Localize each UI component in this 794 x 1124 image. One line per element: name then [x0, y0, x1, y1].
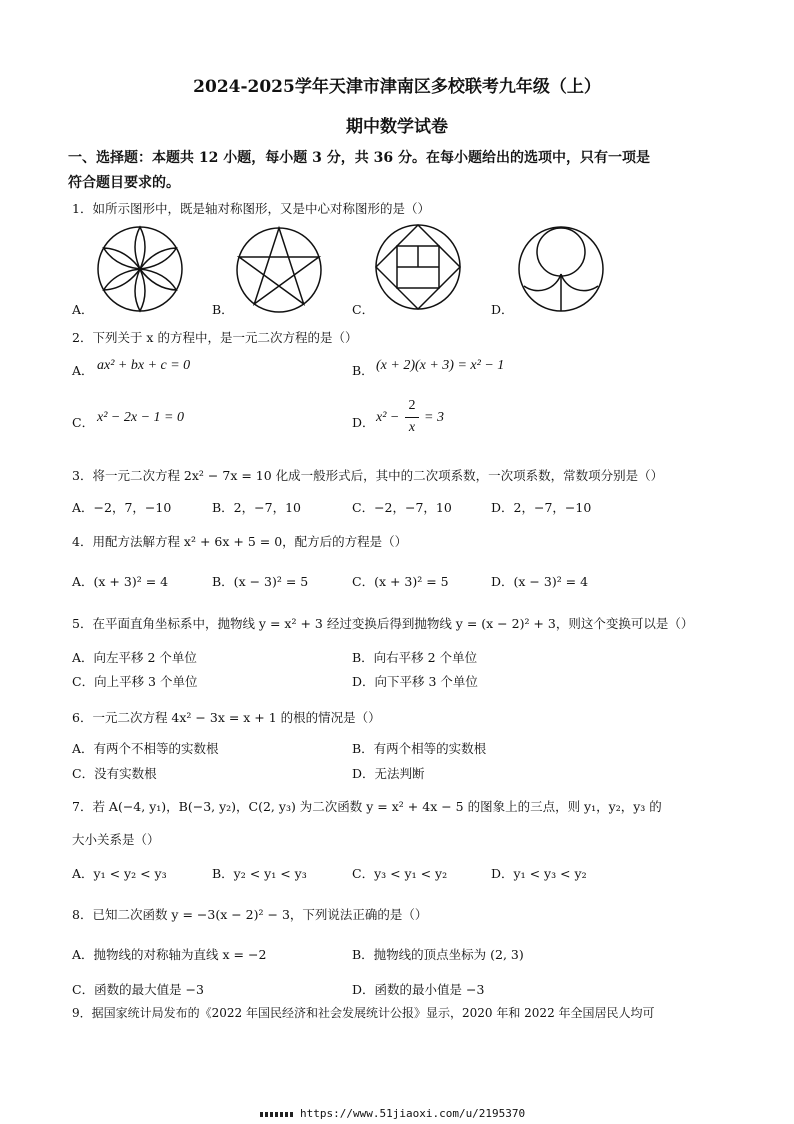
q7-option-c[interactable]: C．y₃ < y₁ < y₂ — [352, 866, 448, 881]
q2-option-a-label[interactable]: A． — [72, 363, 94, 378]
q7-option-b[interactable]: B．y₂ < y₁ < y₃ — [212, 866, 307, 881]
q4-option-d[interactable]: D．(x − 3)² = 4 — [491, 574, 589, 589]
q2-option-d-pre[interactable]: x² − — [376, 410, 400, 425]
q3-option-c[interactable]: C．−2，−7，10 — [352, 500, 452, 515]
question-7-stem: 7．若 A(−4, y₁)，B(−3, y₂)，C(2, y₃) 为二次函数 y = x² + 4x − 5 的图象上的三点，则 y₁，y₂，y₃ 的 — [72, 799, 662, 814]
q2-option-a[interactable]: ax² + bx + c = 0 — [97, 358, 191, 373]
question-2-stem: 2．下列关于 x 的方程中，是一元二次方程的是（） — [72, 330, 358, 345]
footer-url[interactable]: https://www.51jiaoxi.com/u/2195370 — [300, 1107, 526, 1120]
option-c-label[interactable]: C． — [352, 302, 375, 317]
q6-option-b[interactable]: B．有两个相等的实数根 — [352, 741, 487, 756]
question-4-stem: 4．用配方法解方程 x² + 6x + 5 = 0，配方后的方程是（） — [72, 534, 408, 549]
q2-option-c-label[interactable]: C． — [72, 415, 95, 430]
q4-option-a[interactable]: A．(x + 3)² = 4 — [72, 574, 169, 589]
figure-c-squares-circle — [373, 222, 463, 312]
question-6-stem: 6．一元二次方程 4x² − 3x = x + 1 的根的情况是（） — [72, 710, 381, 725]
question-3-stem: 3．将一元二次方程 2x² − 7x = 10 化成一般形式后，其中的二次项系数，一次项系数，常数项分别是（） — [72, 468, 664, 483]
figure-d-arcs-circle — [516, 224, 606, 314]
q6-option-d[interactable]: D．无法判断 — [352, 766, 425, 781]
q2-option-d-denominator: x — [408, 420, 416, 435]
q8-option-d[interactable]: D．函数的最小值是 −3 — [352, 982, 485, 997]
q2-option-b[interactable]: (x + 2)(x + 3) = x² − 1 — [376, 358, 505, 373]
q5-option-b[interactable]: B．向右平移 2 个单位 — [352, 650, 478, 665]
q3-option-d[interactable]: D．2，−7，−10 — [491, 500, 592, 515]
q6-option-c[interactable]: C．没有实数根 — [72, 766, 157, 781]
exam-title: 2024-2025学年天津市津南区多校联考九年级（上） — [193, 77, 601, 97]
exam-subtitle: 期中数学试卷 — [346, 117, 448, 137]
question-1-stem: 1．如所示图形中，既是轴对称图形，又是中心对称图形的是（） — [72, 201, 430, 216]
q3-option-b[interactable]: B．2，−7，10 — [212, 500, 301, 515]
section-heading-cont: 符合题目要求的。 — [68, 175, 180, 191]
q2-option-d-label[interactable]: D． — [352, 415, 375, 430]
q5-option-c[interactable]: C．向上平移 3 个单位 — [72, 674, 198, 689]
q2-option-d-numerator: 2 — [408, 398, 416, 413]
q6-option-a[interactable]: A．有两个不相等的实数根 — [72, 741, 219, 756]
question-9-stem: 9．据国家统计局发布的《2022 年国民经济和社会发展统计公报》显示，2020 年和 2022 年全国居民人均可 — [72, 1006, 655, 1020]
q8-option-c[interactable]: C．函数的最大值是 −3 — [72, 982, 204, 997]
q5-option-a[interactable]: A．向左平移 2 个单位 — [72, 650, 197, 665]
q7-option-a[interactable]: A．y₁ < y₂ < y₃ — [72, 866, 167, 881]
q2-option-c[interactable]: x² − 2x − 1 = 0 — [97, 410, 184, 425]
q5-option-d[interactable]: D．向下平移 3 个单位 — [352, 674, 478, 689]
fraction-bar — [405, 417, 419, 418]
q8-option-b[interactable]: B．抛物线的顶点坐标为 (2, 3) — [352, 947, 524, 962]
q4-option-c[interactable]: C．(x + 3)² = 5 — [352, 574, 449, 589]
figure-a-flower-circle — [95, 224, 185, 314]
q8-option-a[interactable]: A．抛物线的对称轴为直线 x = −2 — [72, 947, 267, 962]
q2-option-d-post[interactable]: = 3 — [424, 410, 444, 425]
q2-option-b-label[interactable]: B． — [352, 363, 374, 378]
q7-option-d[interactable]: D．y₁ < y₃ < y₂ — [491, 866, 587, 881]
q3-option-a[interactable]: A．−2，7，−10 — [72, 500, 172, 515]
option-b-label[interactable]: B． — [212, 302, 234, 317]
option-d-label[interactable]: D． — [491, 302, 514, 317]
option-a-label[interactable]: A． — [72, 302, 94, 317]
section-heading: 一、选择题：本题共 12 小题，每小题 3 分，共 36 分。在每小题给出的选项中，只有一项是 — [68, 150, 650, 166]
q4-option-b[interactable]: B．(x − 3)² = 5 — [212, 574, 309, 589]
question-5-stem: 5．在平面直角坐标系中，抛物线 y = x² + 3 经过变换后得到抛物线 y = (x − 2)² + 3，则这个变换可以是（） — [72, 616, 694, 631]
question-8-stem: 8．已知二次函数 y = −3(x − 2)² − 3，下列说法正确的是（） — [72, 907, 428, 922]
question-7-stem-cont: 大小关系是（） — [72, 832, 160, 847]
footer-watermark-logo — [260, 1107, 525, 1120]
figure-b-star-circle — [234, 224, 324, 314]
